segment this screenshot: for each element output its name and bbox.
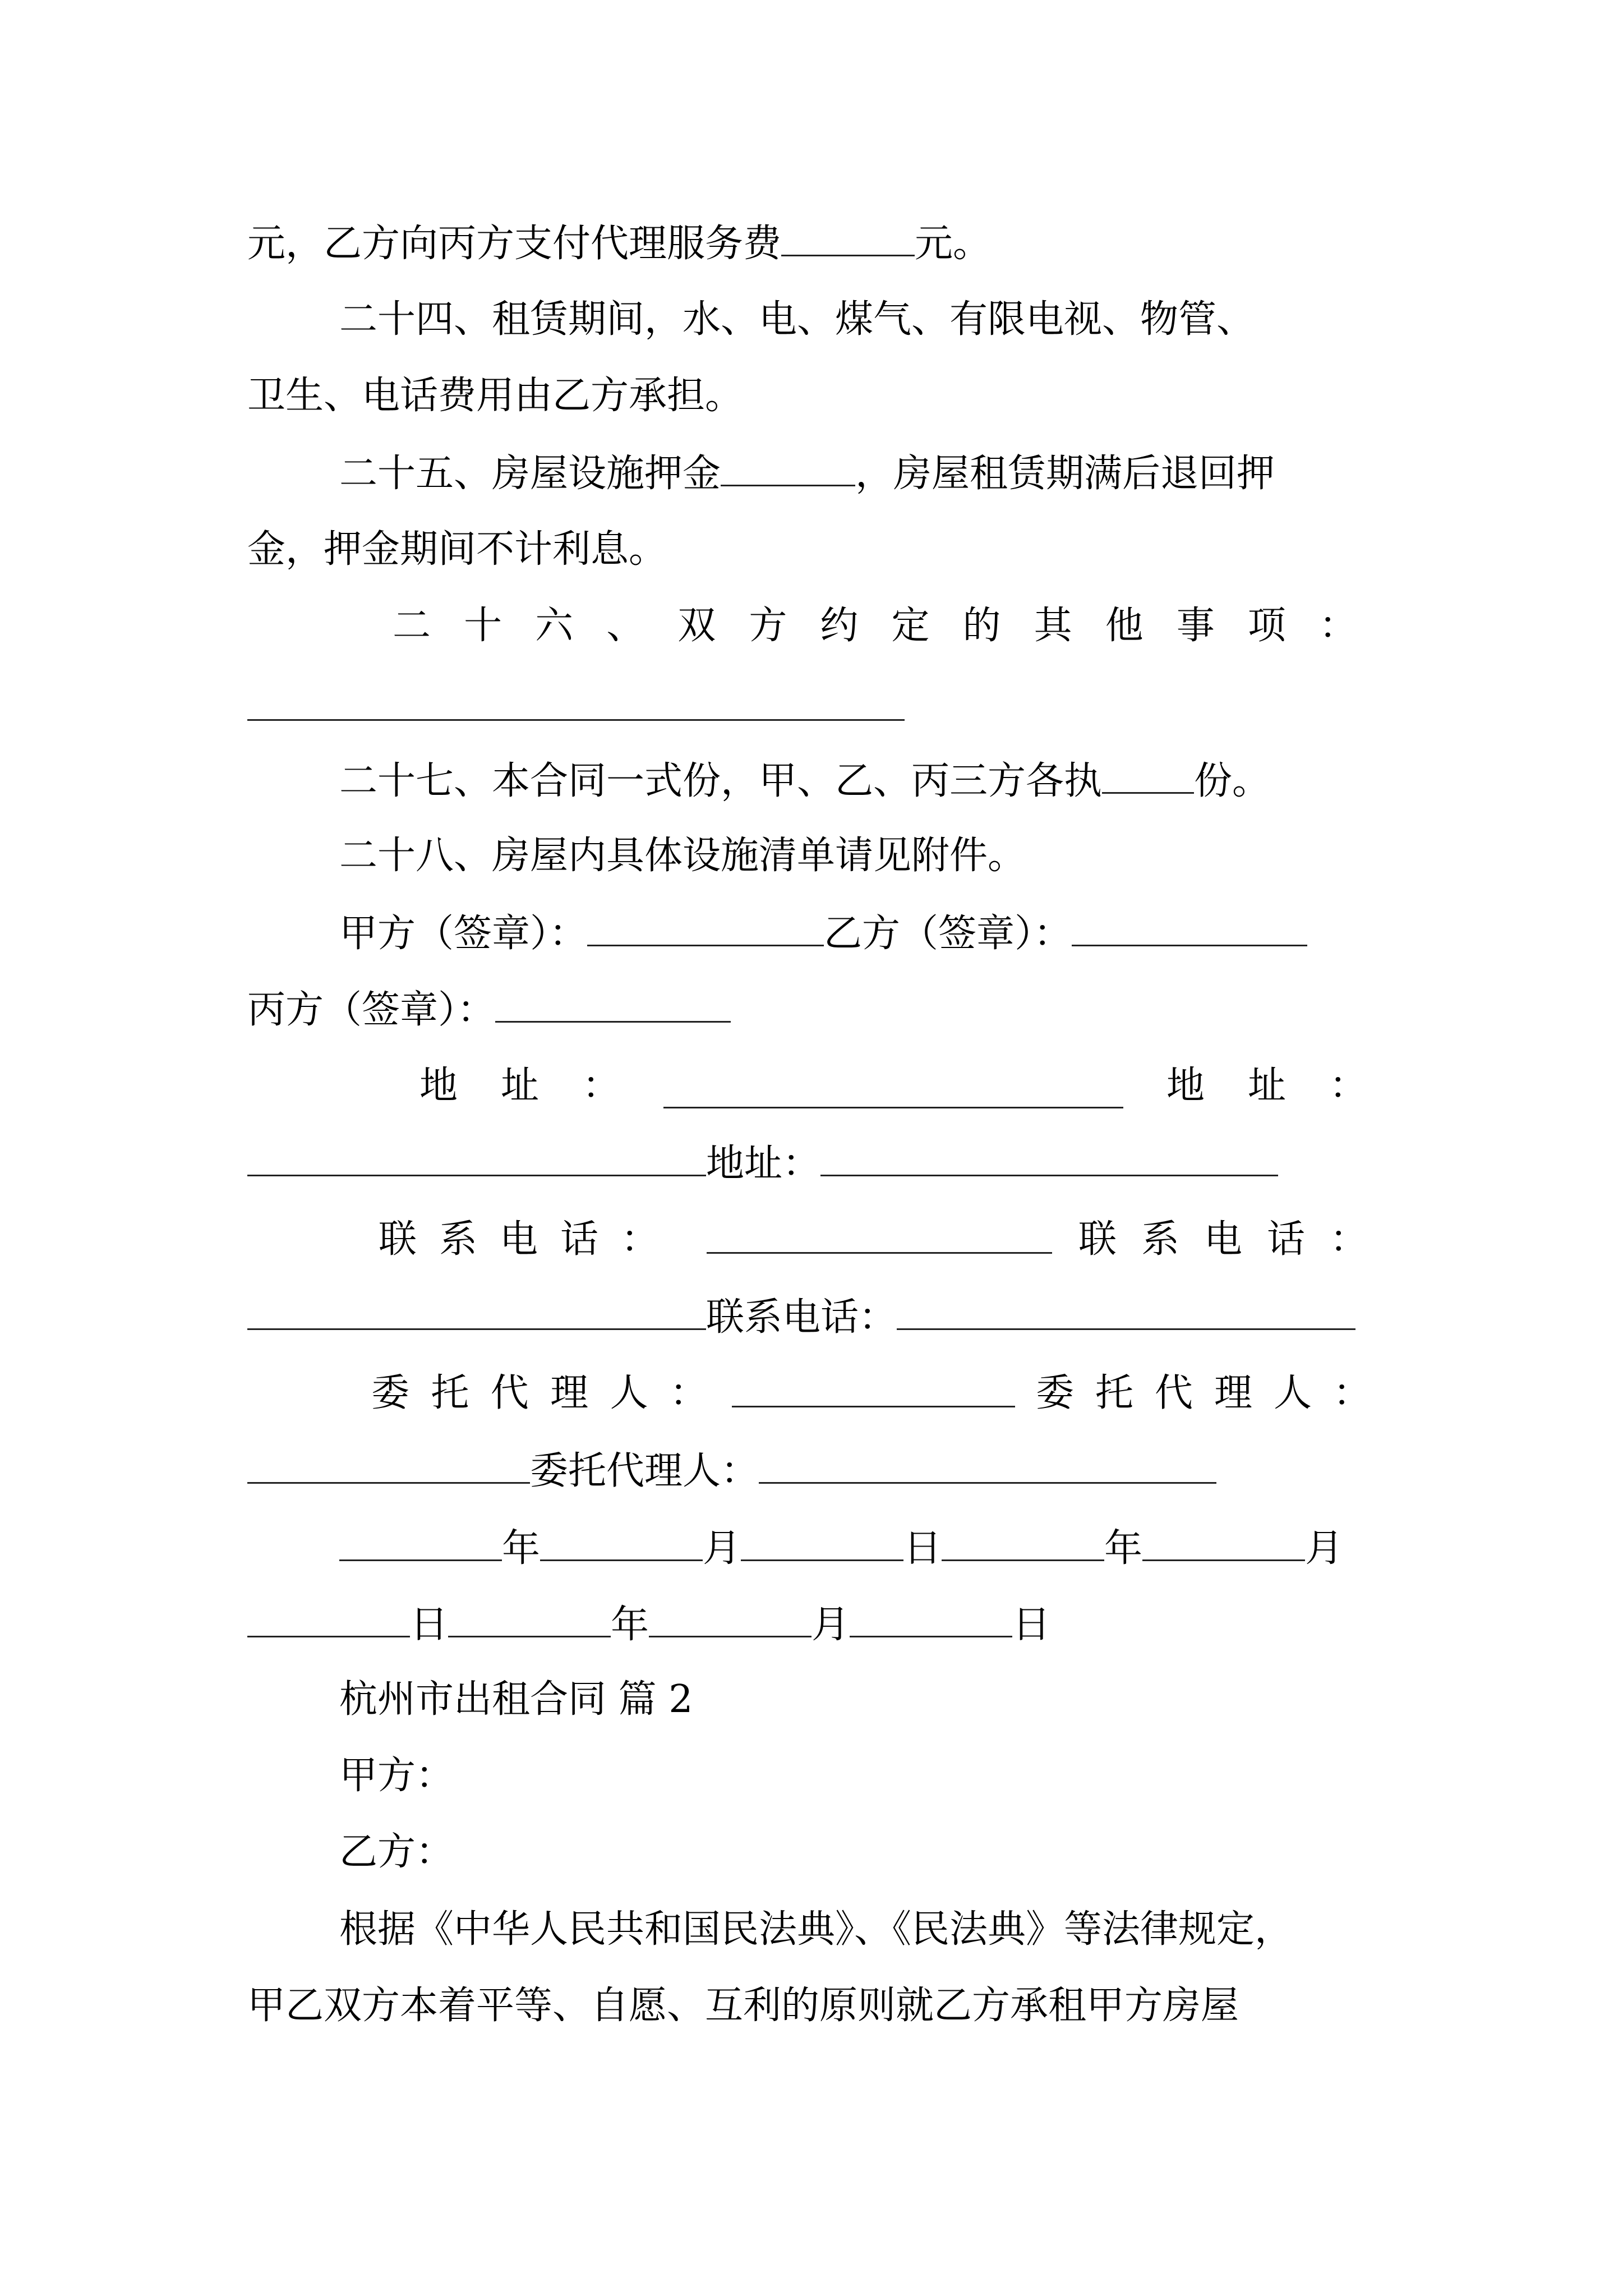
char: 系 bbox=[1141, 1217, 1179, 1262]
char: 双 bbox=[677, 604, 716, 648]
date-month-field[interactable] bbox=[1142, 1525, 1305, 1561]
fill-blank-other-matters[interactable] bbox=[247, 719, 905, 721]
date-day-field[interactable] bbox=[741, 1525, 903, 1561]
year-label: 年 bbox=[611, 1603, 649, 1647]
char: 人 bbox=[610, 1371, 648, 1415]
clause-24: 二十四、租赁期间，水、电、煤气、有限电视、物管、 bbox=[339, 297, 1255, 342]
char: 系 bbox=[439, 1217, 477, 1262]
clause-text: ，房屋租赁期满后退回押 bbox=[855, 452, 1275, 496]
party-c-address-field[interactable] bbox=[820, 1140, 1278, 1176]
day-label: 日 bbox=[903, 1526, 942, 1571]
char: 二 bbox=[393, 604, 431, 648]
fill-blank-service-fee[interactable] bbox=[781, 220, 915, 256]
party-a-phone-field[interactable] bbox=[707, 1217, 1052, 1254]
char: 代 bbox=[1154, 1371, 1193, 1415]
char: 六 bbox=[535, 604, 574, 648]
char: 委 bbox=[371, 1371, 410, 1415]
clause-26 bbox=[393, 604, 1357, 648]
char: 的 bbox=[962, 604, 1001, 648]
date-month-field[interactable] bbox=[540, 1525, 703, 1561]
char: 委 bbox=[1036, 1371, 1075, 1415]
char: 地 bbox=[1166, 1064, 1205, 1108]
agent-row-cont bbox=[247, 1447, 1380, 1492]
section-2-party-b: 乙方： bbox=[339, 1830, 454, 1874]
party-b-signature-field[interactable] bbox=[1072, 910, 1307, 946]
char: 话 bbox=[1266, 1217, 1305, 1262]
char: ： bbox=[620, 1217, 659, 1262]
party-c-address-label: 地址： bbox=[706, 1142, 821, 1186]
char: ： bbox=[1329, 1217, 1368, 1262]
fill-blank-deposit[interactable] bbox=[721, 450, 855, 486]
char: 理 bbox=[1214, 1371, 1252, 1415]
party-b-phone-field[interactable] bbox=[247, 1294, 706, 1330]
char: ： bbox=[669, 1371, 708, 1415]
date-day-field[interactable] bbox=[247, 1601, 410, 1637]
phone-row-cont bbox=[247, 1294, 1380, 1338]
char: 方 bbox=[749, 604, 787, 648]
party-c-agent-field[interactable] bbox=[759, 1447, 1216, 1484]
clause-text: 元。 bbox=[915, 222, 992, 266]
char: 联 bbox=[379, 1217, 417, 1262]
char: 理 bbox=[550, 1371, 589, 1415]
char: 电 bbox=[499, 1217, 538, 1262]
party-b-signature-label: 乙方（签章）： bbox=[824, 912, 1072, 956]
date-day-field[interactable] bbox=[850, 1601, 1012, 1637]
section-2-paragraph-line: 根据《中华人民共和国民法典》、《民法典》等法律规定， bbox=[339, 1907, 1293, 1952]
clause-text: 元，乙方向丙方支付代理服务费 bbox=[247, 222, 782, 266]
char: 项 bbox=[1247, 604, 1286, 648]
year-label: 年 bbox=[1104, 1526, 1143, 1571]
section-2-title: 杭州市出租合同 篇 2 bbox=[339, 1677, 693, 1722]
clause-text: 份。 bbox=[1194, 759, 1271, 803]
party-a-address-field[interactable] bbox=[663, 1072, 1123, 1108]
clause-25-cont: 金，押金期间不计利息。 bbox=[247, 527, 667, 572]
char: ： bbox=[1332, 1371, 1371, 1415]
month-label: 月 bbox=[703, 1526, 741, 1571]
char: 代 bbox=[490, 1371, 529, 1415]
year-label: 年 bbox=[502, 1526, 541, 1571]
char: 其 bbox=[1034, 604, 1072, 648]
char: 电 bbox=[1204, 1217, 1242, 1262]
fill-blank-copies[interactable] bbox=[1102, 757, 1194, 794]
char: 托 bbox=[431, 1371, 469, 1415]
party-a-agent-field[interactable] bbox=[732, 1371, 1015, 1407]
date-row bbox=[339, 1525, 1380, 1570]
signature-row-c bbox=[247, 986, 1380, 1031]
char: 托 bbox=[1095, 1371, 1133, 1415]
char: 、 bbox=[606, 604, 645, 648]
date-year-field[interactable] bbox=[339, 1525, 502, 1561]
char: 人 bbox=[1273, 1371, 1312, 1415]
clause-text: 二十七、本合同一式份，甲、乙、丙三方各执 bbox=[339, 759, 1103, 803]
day-label: 日 bbox=[410, 1603, 449, 1647]
char: 事 bbox=[1176, 604, 1215, 648]
char: 约 bbox=[820, 604, 859, 648]
day-label: 日 bbox=[1012, 1603, 1051, 1647]
date-month-field[interactable] bbox=[649, 1601, 811, 1637]
date-year-field[interactable] bbox=[448, 1601, 611, 1637]
agent-row bbox=[371, 1371, 1371, 1416]
char: 址 bbox=[501, 1064, 540, 1108]
char: 联 bbox=[1078, 1217, 1117, 1262]
month-label: 月 bbox=[811, 1603, 850, 1647]
address-row-cont bbox=[247, 1140, 1380, 1185]
clause-25 bbox=[339, 450, 1380, 495]
clause-23-end bbox=[247, 220, 1380, 265]
char: 定 bbox=[891, 604, 930, 648]
char: 十 bbox=[464, 604, 502, 648]
char: ： bbox=[582, 1064, 621, 1108]
clause-28: 二十八、房屋内具体设施清单请见附件。 bbox=[339, 834, 1026, 878]
char: ： bbox=[1318, 604, 1357, 648]
char: 址 bbox=[1247, 1064, 1286, 1108]
char: 地 bbox=[419, 1064, 458, 1108]
clause-24-cont: 卫生、电话费用由乙方承担。 bbox=[247, 374, 744, 418]
party-a-signature-field[interactable] bbox=[587, 910, 824, 946]
section-2-party-a: 甲方： bbox=[339, 1754, 454, 1798]
section-2-paragraph-line: 甲乙双方本着平等、自愿、互利的原则就乙方承租甲方房屋 bbox=[247, 1984, 1239, 2028]
party-b-agent-field[interactable] bbox=[247, 1447, 530, 1484]
party-c-agent-label: 委托代理人： bbox=[530, 1449, 759, 1493]
party-c-signature-field[interactable] bbox=[495, 986, 731, 1023]
char: 他 bbox=[1105, 604, 1144, 648]
date-year-field[interactable] bbox=[942, 1525, 1104, 1561]
party-c-phone-label: 联系电话： bbox=[706, 1295, 897, 1340]
clause-text: 二十五、房屋设施押金 bbox=[339, 452, 721, 496]
phone-row bbox=[379, 1217, 1371, 1262]
month-label: 月 bbox=[1305, 1526, 1344, 1571]
clause-27 bbox=[339, 757, 1380, 802]
char: 话 bbox=[560, 1217, 598, 1262]
party-b-address-field[interactable] bbox=[247, 1140, 706, 1176]
signature-row bbox=[339, 910, 1380, 955]
address-row bbox=[419, 1064, 1367, 1108]
party-c-phone-field[interactable] bbox=[897, 1294, 1355, 1330]
party-a-signature-label: 甲方（签章）： bbox=[339, 912, 588, 956]
date-row-cont bbox=[247, 1601, 1380, 1646]
char: ： bbox=[1329, 1064, 1367, 1108]
party-c-signature-label: 丙方（签章）： bbox=[247, 988, 496, 1032]
